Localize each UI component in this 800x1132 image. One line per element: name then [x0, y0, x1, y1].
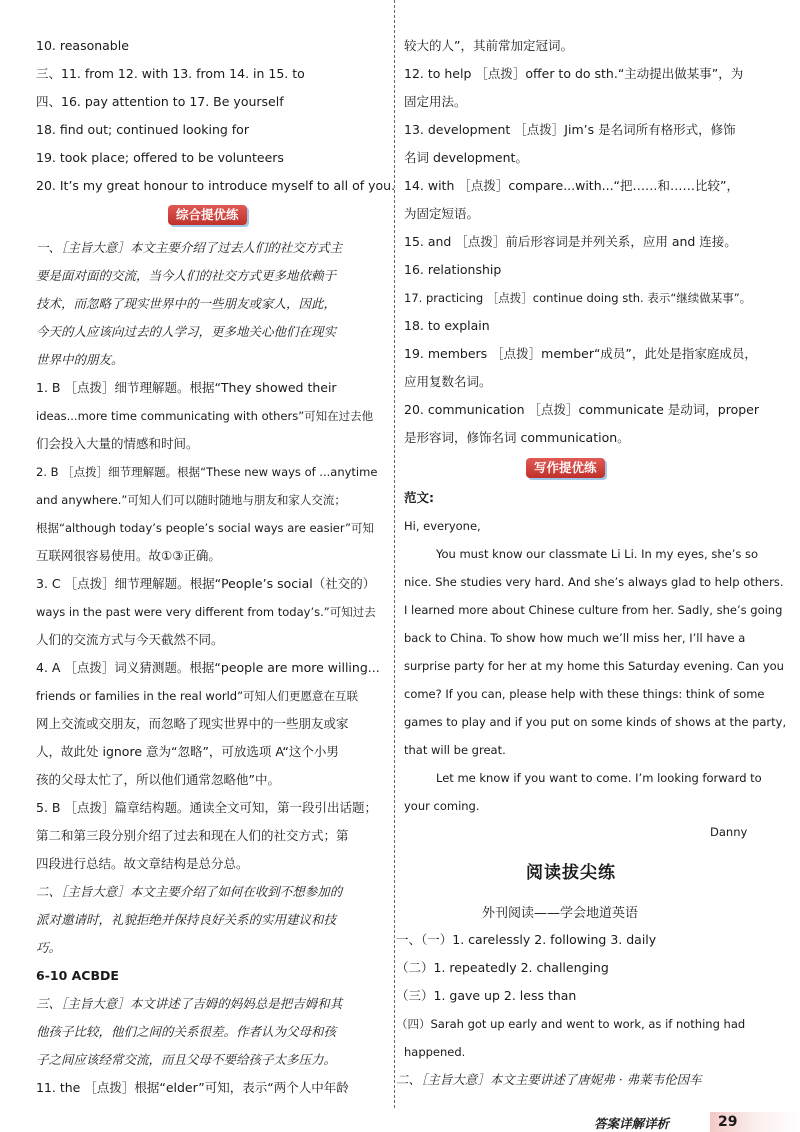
essay-line: surprise party for her at my home this Saturday evening. Can you — [404, 659, 784, 673]
answer-line: 10. reasonable — [36, 38, 129, 53]
answer-line: and anywhere.”可知人们可以随时随地与朋友和家人交流； — [36, 493, 346, 507]
essay-line: I learned more about Chinese culture from her. Sadly, she’s going — [404, 603, 783, 617]
summary-line: 派对邀请时，礼貌拒绝并保持良好关系的实用建议和技 — [36, 912, 337, 927]
summary-line: 一、［主旨大意］本文主要介绍了过去人们的社交方式主 — [36, 240, 343, 255]
answer-line: 11. the ［点拨］根据“elder”可知，表示“两个人中年龄 — [36, 1080, 349, 1095]
answer-line: 20. communication ［点拨］communicate 是动词，proper — [404, 402, 759, 417]
answer-line: 19. took place; offered to be volunteers — [36, 150, 284, 165]
answer-line: 名词 development。 — [404, 150, 528, 165]
answer-line: 13. development ［点拨］Jim’s 是名词所有格形式，修饰 — [404, 122, 736, 137]
answer-line: 17. practicing ［点拨］continue doing sth. 表示“继续做某事”。 — [404, 291, 752, 305]
summary-line: 巧。 — [36, 940, 62, 955]
summary-line: 三、［主旨大意］本文讲述了吉姆的妈妈总是把吉姆和其 — [36, 996, 343, 1011]
answer-line: 14. with ［点拨］compare...with...“把……和……比较”， — [404, 178, 740, 193]
summary-line: 今天的人应该向过去的人学习，更多地关心他们在现实 — [36, 324, 337, 339]
essay-line: nice. She studies very hard. And she’s always glad to help others. — [404, 575, 784, 589]
essay-line: Hi, everyone, — [404, 519, 481, 533]
answer-line: 20. It’s my great honour to introduce myself to all of you. — [36, 178, 396, 193]
essay-line: games to play and if you put on some kinds of shows at the party, — [404, 715, 787, 729]
answer-line: ways in the past were very different from today’s.”可知过去 — [36, 605, 376, 619]
answer-line: （三）1. gave up 2. less than — [396, 988, 577, 1003]
essay-signature: Danny — [710, 825, 748, 839]
answer-line: 四、16. pay attention to 17. Be yourself — [36, 94, 284, 109]
section-tag-comprehensive: 综合提优练 — [168, 205, 247, 225]
answer-line: 三、11. from 12. with 13. from 14. in 15. to — [36, 66, 305, 81]
summary-line: 二、［主旨大意］本文主要讲述了唐妮弗 · 弗莱韦伦因车 — [396, 1072, 702, 1087]
answer-line: 一、（一）1. carelessly 2. following 3. daily — [396, 932, 657, 947]
answer-line: （四）Sarah got up early and went to work, as if nothing had — [396, 1017, 746, 1031]
section-subtitle: 外刊阅读——学会地道英语 — [482, 906, 639, 921]
summary-line: 要是面对面的交流，当今人们的社交方式更多地依赖于 — [36, 268, 337, 283]
answer-line: 应用复数名词。 — [404, 374, 492, 389]
section-tag-writing: 写作提优练 — [526, 458, 605, 478]
answer-line: 人，故此处 ignore 意为“忽略”，可放选项 A“这个小男 — [36, 744, 339, 759]
page-footer — [594, 1112, 800, 1132]
essay-line: your coming. — [404, 799, 480, 813]
essay-line: that will be great. — [404, 743, 506, 757]
answer-line: 们会投入大量的情感和时间。 — [36, 436, 199, 451]
answer-line: 网上交流或交朋友，而忽略了现实世界中的一些朋友或家 — [36, 716, 349, 731]
sample-label: 范文: — [404, 490, 434, 505]
answer-line: 根据“although today’s people’s social ways are easier”可知 — [36, 521, 375, 535]
answer-line: 15. and ［点拨］前后形容词是并列关系，应用 and 连接。 — [404, 234, 737, 249]
summary-line: 世界中的朋友。 — [36, 352, 124, 367]
answer-line: 1. B ［点拨］细节理解题。根据“They showed their — [36, 380, 337, 395]
essay-line: You must know our classmate Li Li. In my eyes, she’s so — [436, 547, 759, 561]
answer-line: 19. members ［点拨］member“成员”，此处是指家庭成员， — [404, 346, 757, 361]
summary-line: 他孩子比较，他们之间的关系很差。作者认为父母和孩 — [36, 1024, 337, 1039]
answer-line: （二）1. repeatedly 2. challenging — [396, 960, 609, 975]
answer-line: 6-10 ACBDE — [36, 968, 119, 983]
essay-line: come? If you can, please help with these things: think of some — [404, 687, 765, 701]
answer-line: 2. B ［点拨］细节理解题。根据“These new ways of ...anytime — [36, 465, 378, 479]
essay-line: Let me know if you want to come. I’m looking forward to — [436, 771, 762, 785]
answer-line: 是形容词，修饰名词 communication。 — [404, 430, 630, 445]
answer-line: friends or families in the real world”可知人们更愿意在互联 — [36, 689, 359, 703]
answer-line: ideas...more time communicating with others”可知在过去他 — [36, 409, 374, 423]
answer-line: 孩的父母太忙了，所以他们通常忽略他”中。 — [36, 772, 280, 787]
answer-line: 18. find out; continued looking for — [36, 122, 249, 137]
answer-line: 为固定短语。 — [404, 206, 480, 221]
section-title: 阅读拔尖练 — [526, 863, 616, 883]
answer-line: 18. to explain — [404, 318, 490, 333]
answer-line: 3. C ［点拨］细节理解题。根据“People’s social（社交的） — [36, 576, 376, 591]
answer-line: happened. — [404, 1045, 466, 1059]
summary-line: 子之间应该经常交流，而且父母不要给孩子太多压力。 — [36, 1052, 337, 1067]
footer-brand: 答案详解详析 — [594, 1116, 670, 1131]
column-divider — [394, 0, 395, 1108]
answer-line: 12. to help ［点拨］offer to do sth.“主动提出做某事”，为 — [404, 66, 744, 81]
answer-line: 较大的人”，其前常加定冠词。 — [404, 38, 573, 53]
answer-line: 人们的交流方式与今天截然不同。 — [36, 632, 224, 647]
answer-line: 四段进行总结。故文章结构是总分总。 — [36, 856, 249, 871]
answer-line: 第二和第三段分别介绍了过去和现在人们的社交方式；第 — [36, 828, 349, 843]
answer-line: 固定用法。 — [404, 94, 467, 109]
summary-line: 二、［主旨大意］本文主要介绍了如何在收到不想参加的 — [36, 884, 343, 899]
page-number: 29 — [710, 1112, 800, 1132]
answer-line: 互联网很容易使用。故①③正确。 — [36, 548, 221, 563]
answer-line: 16. relationship — [404, 262, 502, 277]
essay-line: back to China. To show how much we’ll miss her, I’ll have a — [404, 631, 746, 645]
summary-line: 技术，而忽略了现实世界中的一些朋友或家人，因此， — [36, 296, 337, 311]
answer-line: 5. B ［点拨］篇章结构题。通读全文可知，第一段引出话题； — [36, 800, 377, 815]
answer-line: 4. A ［点拨］词义猜测题。根据“people are more willing... — [36, 660, 380, 675]
